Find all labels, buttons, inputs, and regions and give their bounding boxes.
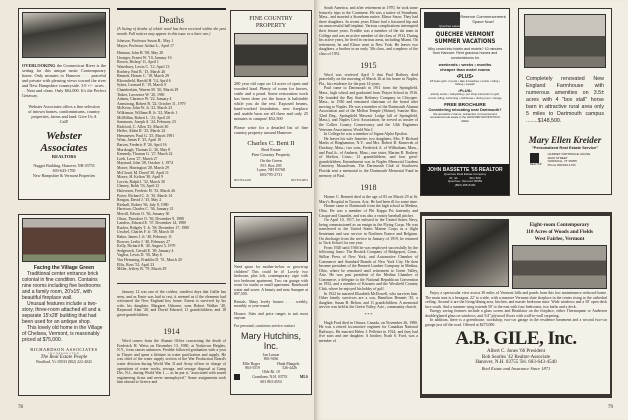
mls-label: MLS [299, 375, 308, 380]
death-entry: Rothery, Paul R. '15, March 26 [117, 69, 166, 74]
separator: * * * [364, 313, 373, 318]
amenities: 18 holes golf • 2 pools • lake & beaches • tennis • riding • fishing • squash [429, 78, 501, 87]
ad-intro: Why crowd into hotels and motels? 10 minutes from Hanover. Rent gracious homes and condominiums for [427, 47, 503, 60]
death-entry: Kelly, Richard R. '40, August 3, 1979 [117, 244, 176, 249]
death-entry: Maynard, John '28, October 1, 1974 [117, 161, 174, 166]
death-entry: Sedgewick, Gerald E. '49, January 4 [117, 248, 174, 253]
death-entry: Rucker, Ridgely T. Jr. '38, December 17, 1980 [117, 225, 189, 230]
relocating-text: Considering relocating near Dartmouth? [428, 108, 502, 113]
firm-name: JOHN BASSETTE '55 REALTOR [427, 167, 503, 173]
contact-line: Bob Searles '42 Realtor-Associate [481, 354, 551, 360]
death-entry: Tinker, Lawrence W. '20, 1981 [117, 92, 165, 97]
address: Bradford, Vt. 05033 (802) 222-4043 [36, 360, 92, 364]
death-entry: Ellis, Ross '52, April 23 [117, 262, 155, 267]
right-page [314, 0, 628, 420]
ad-paragraph: In addition, there is a greenhouse, workshop, two-car garage in the residence basement and a second two-car garage just off the road. Offered at $275,000. [425, 318, 607, 327]
city: Grantham, N.H. 03753 [252, 375, 288, 380]
death-entry: Kennedy, Thomas G. '27, March 22 [117, 152, 173, 157]
death-entry: Harrison, Charles C. '36, January 21 [117, 207, 174, 212]
ad-headline: 110 Acres of Woods and Fields [525, 229, 594, 235]
firm-name: Mary Hutchins, Inc. [240, 331, 302, 351]
tagline: "Personalized Real Estate Service" [531, 145, 599, 150]
death-entry: Mayer, Professor Arthur L., April 17 [117, 43, 174, 48]
ad-paragraph: Unusual features include a two-story, three-room attached ell and a separate 15'x28' building that had been used for an antique shop. [22, 301, 101, 325]
death-entry: McKeon, John W. Jr. '22, March 23 [117, 106, 173, 111]
article-paragraph: On April 10, 1917, he enlisted in the United States Navy, being commissioned as an ensign in the Flying Corps. He was transferred to the United States Marine Corps as a flight lieutenant and saw service in Northern France and Belgium. On discharge from the service in January of 1919, he returned to Tuck School for one year. [319, 218, 418, 246]
agent-phone: 863-5519 [245, 365, 260, 370]
deaths-section [117, 8, 226, 272]
phone: 603/353-9851 [291, 178, 308, 183]
article-paragraph: Hugh Ford died in Ottawa, Canada, on November 26, 1980. He was a retired locomotive engineer for Canadian National Railways. He married Helen J. Pelletier in 1924, and they had five sons and one daughter. A brother, Noah S. Ford, was a member of [319, 320, 418, 343]
address: Olde Rt. 10 [262, 370, 280, 375]
phone: 603 863-4554 [260, 380, 282, 385]
address: Nugget Building, Hanover, NH 03755 [33, 163, 95, 168]
ad-paragraph: This lovely old home in the Village of Chelsea, Vermont, is reasonably priced at $75,000. [22, 325, 103, 343]
section-title: Deaths [159, 15, 184, 25]
article-paragraph: Homer C. Bennett died at the age of 83 on March 29 at St. Mary's Hospital in Tucson, Ariz. He had been ill for some time. [319, 195, 418, 204]
address-line: On the Green [260, 158, 282, 163]
death-entry: Bickford, C. Allen '25, March 30 [117, 124, 169, 129]
article-paragraph: In 1922 he married Elizabeth McDowell, who survives him. Other family survivors are a son, Hamilton Bennett '45, a daughter, Susan B. Belton, and 11 grandchildren. A memorial service was held at the Green Valley, Ariz., community church. [319, 291, 418, 310]
address-block [548, 153, 591, 168]
mary-ellen-kreider-ad [518, 8, 612, 195]
death-entry: Bowser, Leslie J. '40, February 27 [117, 239, 171, 244]
death-entry: Cheney, Robb '33, April 21 [117, 184, 160, 189]
route: Rt. 4A [449, 175, 458, 180]
realtor-label: REALTOR [530, 163, 542, 166]
death-entry: Sykes, Leonard E. '19, March 9 [117, 83, 167, 88]
ad-headline: Eight-room Contemporary [529, 222, 590, 228]
brochure-heading: FREE BROCHURE [444, 103, 486, 109]
article-paragraph: Word was received April 5 that Paul Rothery died peacefully on the morning of March 26 at his home in Naples, Fla., his residence for the past 14 years. [319, 72, 418, 86]
ad-title: FINE COUNTRY PROPERTY [249, 16, 293, 29]
address-line: Lyme, NH 03768 [257, 167, 285, 173]
subtitle: Real Estate [261, 147, 281, 152]
agent-name: Hank Mangels [277, 361, 300, 366]
inc-label: INCORPORATED [48, 352, 80, 355]
house-photo [234, 216, 308, 262]
realtor-logo-icon [530, 153, 539, 163]
agent-name: Mary Ellen Kreider [528, 135, 602, 145]
agent-phone: 863-5636 [263, 357, 279, 362]
death-entry: Moore, Harrington '28, March 29 [117, 166, 169, 171]
death-entry: Winn, James F. '25, April 10 [117, 138, 162, 143]
death-entry: McCloud, M. David '30, April 11 [117, 170, 169, 175]
death-entry: Hinman, John H. '08, May 20 [117, 51, 164, 56]
ad-paragraph: Traditional center entrance brick colonial in fine condition. Contains nine rooms including five bedrooms and a family room, 20'x15', with beautiful fireplace wall. [22, 271, 101, 301]
death-entry: Miller, Jeffrey B. '79, March 29 [117, 267, 167, 272]
firm-name: A.B. GILE, Inc. [455, 328, 577, 349]
death-entry: Bennett, Homer C. '18, March 29 [117, 74, 169, 79]
article-paragraph: From 1920 until 1946 he was employed successfully by the following firms: The Bostick Company of Bridgeport, Conn., Stillon Press of New York, and Automotive Chamber of Commerce and Standard Brands of New York City. He then became president of the Bennett Lumber Company in Medina, Ohio, where he remained until retirement to Green Valley, Ariz. He was past president of the Medina Chamber of Commerce, a delegate to the National Republican Convention in 1952, and a member of Kiwanis and the Westfield Country Club, where he enjoyed his hobby of golf. [319, 245, 418, 292]
ad-title: SUMMER VACATIONS [434, 37, 496, 45]
cape-house-photo [234, 33, 308, 77]
ad-headline: West Fairlee, Vermont [534, 236, 585, 242]
address-line: NORWICH, VT 05055 [547, 159, 577, 164]
po-box: Box 560 [469, 175, 481, 180]
class-notes-article [319, 6, 418, 344]
death-entry: Olson, Theodore O. '36, December 9, 1980 [117, 216, 184, 221]
ad-footer [421, 164, 509, 195]
death-entry: Birdsall, Robert '36, July 8, 1980 [117, 202, 169, 207]
death-entry: Brown, Bishop '11, April 1 [117, 60, 159, 65]
article-paragraph: South America, and after retirement in 1970, he took some leisurely trips to the Continent. He was a native of Stoneham, Mass., and married a Stoneham native, Elinor Snow. They had three daughters. In recent years Elinor had a fractured hip and an unsuccessful ball implant. Various complications interrupted their leisure years. Freddie was a member of the ski team in College and was an active member of the class of 1914. During his active years, he lived in various areas, including Miami. On retirement, he and Elinor went to New York. He leaves two daughters, a brother in an early '30s class, and a nephew of the class of 1951. [319, 6, 418, 56]
death-entry: McMillan, Robert L. '23, April 20 [117, 115, 170, 120]
address-line: P.O. Box 295 [260, 162, 282, 168]
ad-headline: OVERLOOKING [22, 63, 56, 68]
obituary-1914 [117, 339, 226, 385]
ad-title: QUECHEE VERMONT [435, 30, 495, 38]
class-year-heading: 1918 [360, 183, 377, 193]
ad-body: Need space for mother-in-law or grown-up children? This could be it! Lovely two bedroom, plus loft, contemporary cape with two bedroom apartment. Two car garage with room for studio or small apartment. Baseboard water and sewer. A beauty and near Sunapee at $97,500. [234, 265, 308, 296]
obituary-continued [117, 290, 226, 318]
death-entry: Heffer, Alden R. '25, March 24 [117, 129, 166, 134]
cheaper-text: cheaper than motel rooms [439, 66, 490, 72]
alumni-list [117, 51, 226, 272]
house-photo [22, 12, 106, 58]
firm-name: RICHARDSON ASSOCIATES [30, 347, 98, 352]
ad-body: Completely renovated New England Farmhouse with numerous amenities on 3.5± acres with 4 "box stall" horse barn in attractive rural area only 5 miles to Dartmouth campus ........$148,500. [526, 76, 604, 124]
death-entry: Baker, James J. Jr. '40, February 11 [117, 234, 172, 239]
quechee-lakes-logo [424, 12, 460, 28]
rental-periods: weekends • weeks • months [438, 61, 492, 67]
death-entry: Barton, Frederic P. '26, April 16 [117, 143, 167, 148]
ad-cta: Please write for a detailed list of fine country property around Hanover. [234, 125, 308, 135]
article-paragraph: In College he was a member of Sigma Alpha Epsilon. [324, 132, 408, 137]
farmhouse-photo [524, 14, 606, 68]
phone: 603/353-4259 [234, 178, 251, 183]
death-entry: Waterbury, Lewis C. '12, April 13 [117, 64, 170, 69]
ab-gile-ad [420, 212, 612, 398]
deaths-intro: (A listing of deaths of which word has been received within the past month. Full notices may appear in this issue or a later one.) [117, 27, 226, 36]
agent-name: Ellie Roger [242, 361, 260, 366]
class-year-heading: 1914 [163, 327, 180, 336]
richardson-associates-ad [18, 214, 110, 396]
address-line: Phone 802/649-1704 [547, 163, 576, 168]
realtor-logo-icon [234, 374, 240, 380]
death-entry: Loeb, Leon '27, March 27 [117, 156, 158, 161]
death-entry: Moore, H. Kelton '30, April 9 [117, 175, 164, 180]
address-line: HARRIET PARTRIDGE HOUSE [547, 152, 591, 156]
ad-cta: For personal, courteous service contact [234, 323, 295, 328]
death-entry: Porter, Richard C. Jr. '35, March 14 [117, 193, 173, 198]
ad-paragraph: Enjoy a spectacular view across 30 miles of Vermont hills and ponds from this low maintenance redwood home. The main area is a hexagon, 22' to a side, with a massive Vermont slate fireplace in the center rising to the cathedral ceiling. Around it are the living/dining area, kitchen, and master bedroom suite. Wide windows and a 50' open deck face south. And a summer wing extends 50' to the east with four bedrooms, two baths and a deck. [425, 291, 607, 309]
colonial-house-photo [22, 218, 106, 262]
death-entry: Chamberlain, Warren M. '20, March 29 [117, 87, 179, 92]
fine-country-property-ad [230, 10, 312, 188]
tagline: New Hampshire & Vermont Properties [32, 173, 96, 178]
death-entry: Wilkinson, William B. Jr. '22, March 1 [117, 110, 178, 115]
obituary-text: January 12 was one of the coldest, windiest days that Gallie has seen, and as Ernie was laid to rest, it seemed as if the elements had welcomed the New England boy home. Ernest is survived by his wife, his daughter, Margaret Osborne, sons Robert Walker '40, Raymond Alan '40, and David Edward; 11 grandchildren; and 18 great-grandchildren. [117, 290, 226, 317]
mary-hutchins-ad [230, 212, 312, 395]
faculty-list [117, 39, 226, 48]
webster-logo: Webster Associates [40, 130, 88, 154]
plus-label: •PLUS• [456, 73, 474, 80]
death-entry: Vagliss, Lewis D. '50, May 6 [117, 253, 163, 258]
death-entry: Lorvin, Ralph J. '32, March 30 [117, 179, 165, 184]
agent-name: Charles C. Bent II [247, 140, 295, 147]
specialists-text: We specialize in farms, residential, commercial and recreational real estate in the HANOVER-WOODSTOCK AREA [429, 112, 501, 123]
reserve-text: Reserve Commencement Space Now! [460, 14, 506, 24]
death-entry: Merrill, Edwin O. '36, January 30 [117, 211, 170, 216]
exterior-photo [512, 245, 607, 289]
subtitle: Fine Country Property [251, 152, 291, 157]
death-entry: Halvorsen, Frederic H. '33, March 26 [117, 189, 176, 193]
address-line: 603/795-2731 [259, 171, 283, 177]
class-year-heading: 1915 [360, 60, 377, 70]
realtors-label: REALTORS [51, 154, 77, 159]
ad-blurb: Webster Associates offers a fine selection of intown homes, condominiums, country properties, farms and land. Give Us A Call! [28, 104, 100, 124]
death-entry: Sammons, Joseph A. '24, February 23 [117, 120, 176, 125]
contact-line: Hanover, N.H. 03755 Tel. 603-643-4540 [475, 360, 557, 366]
ad-paragraph: Energy saving features include a glass screen and Heatilator on the fireplace, either Thermopane or Andersen double/glazed glass on windows, and 3/4" plywood floors with wall-to-wall carpeting. [425, 309, 607, 318]
death-entry: Adams, Clarence W. '22, January 4 [117, 97, 172, 102]
ad-headline: Facing the Village Green [33, 265, 95, 271]
script-logo: The Real Estate People [40, 355, 88, 360]
article-paragraph: Paul came to Dartmouth in 1911 from the Springfield, Mass., high school and graduated from Thayer School in 1916. He founded the Bay State Refinery Company in Chicopee, Mass., in 1930 and remained chairman of the board after moving to Naples. He was a member of the Dartmouth Alumni Association and of the Mellon Temple (Shrine), Sunrise Rite, 32nd Deg., Springfield Masonic Lodge (all of Springfield, Mass.), and Naples Civic Association; he served as trustee of the Collier County Conservancy and the 14th Engineers Veterans Association, World War I. [319, 86, 418, 132]
contact-line: Albert C. Jones '66 President [487, 349, 545, 354]
company: Quechee Real Estate Company [443, 172, 487, 176]
death-entry: Murdough, Thomas G. '26, May 8 [117, 147, 171, 152]
death-entry: Armstrong, Robert B. '22, October 11, 1979 [117, 101, 186, 106]
article-paragraph: Homer came to Dartmouth from the high school in Medina, Ohio. He was a member of Phi Kappa Psi fraternity and Casque and Gauntlet, and was also a varsity baseball pitcher. [319, 204, 418, 218]
death-entry: Landers, Edward E. '37, December 14, 1980 [117, 221, 186, 226]
quechee-vermont-ad [420, 8, 510, 196]
phone: (802) 295-5100 [454, 182, 476, 187]
obituary-text: Word comes from the Alumni Office concerning the death of Frederick H. Weiss on December 13, 1980, at Yorktown Heights, N.Y., from causes unknown. Freddie followed graduation with a year in Thayer and spent a lifetime in water purification and supply. He was chief of the water supply section of the War Production Board's water division during World War II and Army officer in charge of operations of water works, sewage, and sewage disposal at Camp Dix, N.J., during World War I — as he put it, "associated with sound engineering firms and never unemployed." Some assignments took him abroad to Greece and [117, 339, 226, 385]
divider [117, 283, 226, 284]
death-entry: Hemmeyer, Paul G. '25, March 1981 [117, 133, 175, 138]
rentals: Rentals. Many lovely houses . . . weekly, monthly or year-round. [234, 299, 308, 308]
webster-associates-ad [18, 8, 110, 200]
agent-name: Jan Larson [262, 353, 280, 357]
town: Quechee, Vermont 05059 [447, 179, 483, 184]
interior-photo [425, 219, 509, 287]
article-paragraph: He leaves his wife Jeanette; two daughters, Mrs. F. Richard Marks of Binghamton, N.Y., and Mrs. Robert B. Kinnecek of Duxbury, Mass.; two sons, Frederick A. of Wilbraham, Mass., and Paul Jr., of Amherst, Mass.; one sister, Marian R. Rothery of Shelton, Conn.; 12 grandchildren; and four great-grandchildren. Entombment was in Naples Memorial Gardens Cemetery Mausoleum. The Dartmouth Club of Southwest Florida sent a memorial to the Dartmouth Memorial Fund in memory of Paul. [319, 136, 418, 178]
page-number: 79 [608, 405, 613, 410]
address-line: MAIN STREET [547, 155, 568, 160]
ad-body: 200 year old cape on 14 acres of open and wooded land. Plenty of room for horses, cattle and a pond. Some restoration work has been done yet the house is habitable while you do the rest. Exposed beams, hand-worked foundation, new fireplace and usable barn are all there and only 25 minutes to campus! $52,500 [234, 81, 308, 121]
death-entry: Lhonger, Ernest W. '10, January 16 [117, 55, 172, 60]
logo-text: Quechee Lakes [438, 24, 460, 28]
address-block [234, 159, 308, 177]
amenities: activity center • babysitting • pro shop instruction in golf, tennis, riding, swimming • clubhouse • dining room • lounge [428, 92, 502, 100]
houses: Houses. Sites and price ranges to suit most anyone. [234, 311, 308, 320]
page-number: 78 [18, 405, 23, 410]
tagline: Real Estate and Insurance Since 1871 [481, 365, 551, 371]
death-entry: Reagan, David J. '35, May 2 [117, 198, 162, 203]
death-entry: Von Hemsting, Franklin D. '51, March 20 [117, 257, 182, 262]
death-entry: Urschel, Charles F. Jr. '39, March 30 [117, 230, 174, 235]
death-entry: Bloomfield, Harold H. '14, April 6 [117, 78, 171, 83]
phone: 603-643-1700 [52, 168, 76, 173]
death-entry: Johnson, Professor Susan B., May 1 [117, 39, 174, 43]
plus-label: •PLUS• [458, 88, 472, 94]
agent-phone: 526-4426 [282, 365, 297, 370]
ad-body: the Connecticut River is the setting for this unique rustic Contemporary home. Only minutes to Hanover . . . peaceful and private with pleasing views toward the river and New Hampshire countryside. 3.9 +/− acres . . . Neat and clean. Only $62,000. It's the Perfect Getaway. [22, 63, 106, 98]
